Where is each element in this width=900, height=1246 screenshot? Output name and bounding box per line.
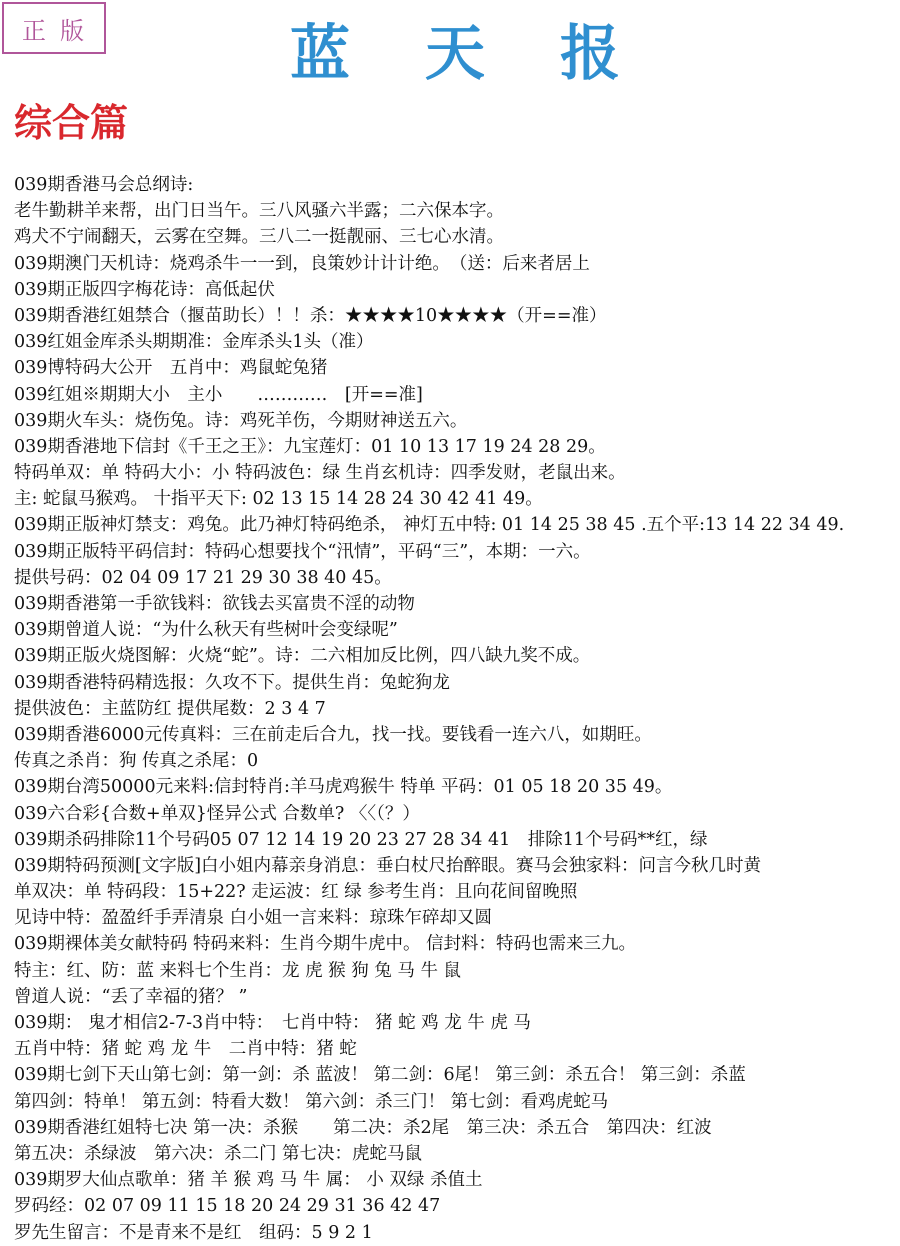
title-char: 蓝 [290,19,350,89]
content-line: 039期香港特码精选报：久攻不下。提供生肖：兔蛇狗龙 [14,672,450,693]
content-line: 039期曾道人说：“为什么秋天有些树叶会变绿呢” [14,620,398,641]
content-line: 039期香港6000元传真料：三在前走后合九，找一找。要钱看一连六八，如期旺。 [14,724,652,745]
page-title [290,14,620,89]
content-line: 特主：红、防：蓝 来料七个生肖：龙 虎 猴 狗 兔 马 牛 鼠 [14,960,462,981]
content-line: 鸡犬不宁闹翻天，云雾在空舞。三八二一挺靓丽、三七心水清。 [14,227,504,248]
title-char: 报 [560,19,620,89]
content-line: 039期澳门天机诗：烧鸡杀牛一一到，良策妙计计计绝。 （送：后来者居上 [14,253,590,274]
content-line: 039期香港红姐禁合（揠苗助长）！！杀：★★★★10★★★★（开==准） [14,305,607,326]
content-line: 第五决：杀绿波 第六决：杀二门 第七决：虎蛇马鼠 [14,1143,423,1164]
content-line: 039期正版特平码信封：特码心想要找个“汛情”，平码“三”，本期：一六。 [14,541,591,562]
content-line: 039六合彩{合数+单双}怪异公式 合数单? 〈〈（？） [14,803,420,824]
content-line: 特码单双：单 特码大小：小 特码波色：绿 生肖玄机诗：四季发财，老鼠出来。 [14,463,626,484]
content-line: 039期正版四字梅花诗：高低起伏 [14,279,275,300]
title-char: 天 [425,19,485,89]
content-line: 039期： 鬼才相信2-7-3肖中特： 七肖中特： 猪 蛇 鸡 龙 牛 虎 马 [14,1013,531,1033]
content-line: 罗码经：02 07 09 11 15 18 20 24 29 31 36 42 47 [14,1196,441,1217]
content-line: 039期罗大仙点歌单：猪 羊 猴 鸡 马 牛 属： 小 双绿 杀值土 [14,1170,483,1191]
content-line: 提供波色：主蓝防红 提供尾数：2 3 4 7 [14,698,326,719]
content-line: 039红姐金库杀头期期准：金库杀头1头（准） [14,332,374,353]
content-line: 单双决：单 特码段：15+22? 走运波：红 绿 参考生肖：且向花间留晚照 [14,882,578,903]
content-line: 曾道人说：“丢了幸福的猪？ ” [14,986,248,1007]
content-line: 提供号码：02 04 09 17 21 29 30 38 40 45。 [14,567,392,588]
content-line: 039期正版神灯禁支：鸡兔。此乃神灯特码绝杀， 神灯五中特: 01 14 25 38 45 .五个平:13 14 22 34 49. [14,515,845,536]
content-line: 039期特码预测[文字版]白小姐内幕亲身消息：垂白杖尺抬醉眼。赛马会独家料：问言今秋几时黄 [14,855,762,876]
content-line: 五肖中特：猪 蛇 鸡 龙 牛 二肖中特：猪 蛇 [14,1039,357,1060]
content-line: 039红姐※期期大小 主小 ………… [开==准] [14,384,423,405]
content-lines [14,172,900,1246]
content-line: 039期七剑下天山第七剑：第一剑：杀 蓝波！ 第二剑：6尾！ 第三剑：杀五合！ 第三剑：杀蓝 [14,1065,746,1086]
content-line: 第四剑：特单！ 第五剑：特看大数！ 第六剑：杀三门！ 第七剑：看鸡虎蛇马 [14,1091,609,1112]
content-line: 老牛勤耕羊来帮，出门日当午。三八风骚六半露；二六保本字。 [14,201,504,222]
content-line: 039期香港地下信封《千王之王》：九宝莲灯：01 10 13 17 19 24 28 29。 [14,436,606,457]
content-line: 039期香港马会总纲诗: [14,175,194,195]
content-line: 039期火车头：烧伤兔。诗：鸡死羊伤，今期财神送五六。 [14,410,468,431]
content-line: 传真之杀肖：狗 传真之杀尾：0 [14,751,259,772]
content-line: 见诗中特：盈盈纤手弄清泉 白小姐一言来料：琼珠乍碎却又圆 [14,908,493,929]
content-line: 039期香港第一手欲钱料：欲钱去买富贵不淫的动物 [14,594,415,614]
content-line: 罗先生留言：不是青来不是红 组码：5 9 2 1 [14,1222,373,1243]
content-line: 039期杀码排除11个号码05 07 12 14 19 20 23 27 28 34 41 排除11个号码**红，绿 [14,829,708,850]
section-title: 综合篇 [14,100,129,145]
content-line: 039期台湾50000元来料:信封特肖:羊马虎鸡猴牛 特单 平码：01 05 18 20 35 49。 [14,777,673,798]
content-line: 039博特码大公开 五肖中：鸡鼠蛇兔猪 [14,358,328,379]
content-line: 039期香港红姐特七决 第一决：杀猴 第二决：杀2尾 第三决：杀五合 第四决：红波 [14,1117,712,1138]
content-line: 039期正版火烧图解：火烧“蛇”。诗：二六相加反比例，四八缺九奖不成。 [14,646,591,667]
content-line: 主: 蛇鼠马猴鸡。 十指平天下: 02 13 15 14 28 24 30 42 41 49。 [14,489,543,510]
genuine-edition-badge: 正版 [2,2,106,54]
content-line: 039期裸体美女献特码 特码来料：生肖今期牛虎中。 信封料：特码也需来三九。 [14,934,637,955]
